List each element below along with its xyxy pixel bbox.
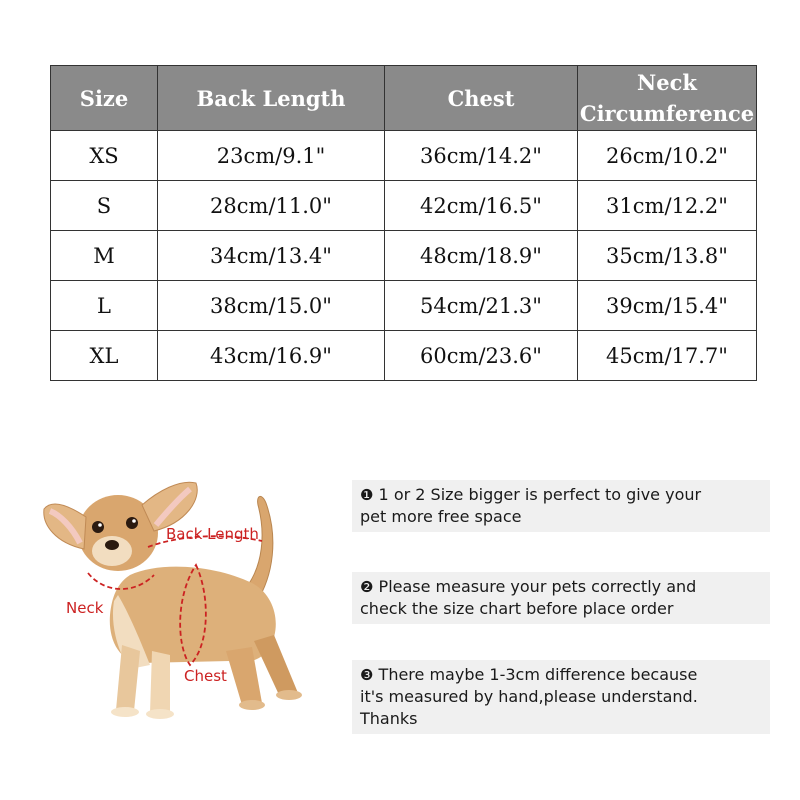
back-length-cell: 43cm/16.9" xyxy=(158,331,385,381)
back-length-label: Back Length xyxy=(166,525,259,543)
chest-cell: 42cm/16.5" xyxy=(385,181,578,231)
number-one-icon: ❶ xyxy=(360,486,374,504)
table-row xyxy=(51,181,757,231)
table-row xyxy=(51,331,757,381)
header-back-length: Back Length xyxy=(158,66,385,131)
neck-cell: 35cm/13.8" xyxy=(578,231,757,281)
back-length-cell: 28cm/11.0" xyxy=(158,181,385,231)
header-chest: Chest xyxy=(385,66,578,131)
note-3-line1: There maybe 1-3cm difference because xyxy=(378,665,698,684)
note-1-line2: pet more free space xyxy=(360,507,522,526)
note-2-line1: Please measure your pets correctly and xyxy=(378,577,697,596)
table-row xyxy=(51,281,757,331)
note-1 xyxy=(352,480,770,532)
size-cell: XS xyxy=(51,131,158,181)
header-neck-line2: Circumference xyxy=(579,101,755,126)
note-3 xyxy=(352,660,770,734)
back-length-cell: 34cm/13.4" xyxy=(158,231,385,281)
note-2-line2: check the size chart before place order xyxy=(360,599,674,618)
neck-cell: 31cm/12.2" xyxy=(578,181,757,231)
note-1-line1: 1 or 2 Size bigger is perfect to give your xyxy=(378,485,702,504)
back-length-cell: 38cm/15.0" xyxy=(158,281,385,331)
header-size: Size xyxy=(51,66,158,131)
table-row xyxy=(51,131,757,181)
number-two-icon: ❷ xyxy=(360,578,374,596)
size-cell: M xyxy=(51,231,158,281)
chest-label: Chest xyxy=(184,667,227,685)
dog-measurement-diagram xyxy=(30,465,320,730)
neck-cell: 39cm/15.4" xyxy=(578,281,757,331)
chest-cell: 54cm/21.3" xyxy=(385,281,578,331)
neck-cell: 26cm/10.2" xyxy=(578,131,757,181)
dog-illustration xyxy=(30,465,320,730)
note-3-line2: it's measured by hand,please understand. xyxy=(360,687,698,706)
chest-cell: 48cm/18.9" xyxy=(385,231,578,281)
neck-label: Neck xyxy=(66,599,104,617)
back-length-cell: 23cm/9.1" xyxy=(158,131,385,181)
table-row xyxy=(51,231,757,281)
size-cell: S xyxy=(51,181,158,231)
chest-cell: 60cm/23.6" xyxy=(385,331,578,381)
size-chart-table xyxy=(50,65,757,381)
size-cell: L xyxy=(51,281,158,331)
size-cell: XL xyxy=(51,331,158,381)
chest-cell: 36cm/14.2" xyxy=(385,131,578,181)
header-neck-line1: Neck xyxy=(637,70,697,95)
header-neck-circumference xyxy=(578,66,757,131)
table-header-row xyxy=(51,66,757,131)
neck-cell: 45cm/17.7" xyxy=(578,331,757,381)
note-2 xyxy=(352,572,770,624)
number-three-icon: ❸ xyxy=(360,666,374,684)
note-3-line3: Thanks xyxy=(360,709,418,728)
